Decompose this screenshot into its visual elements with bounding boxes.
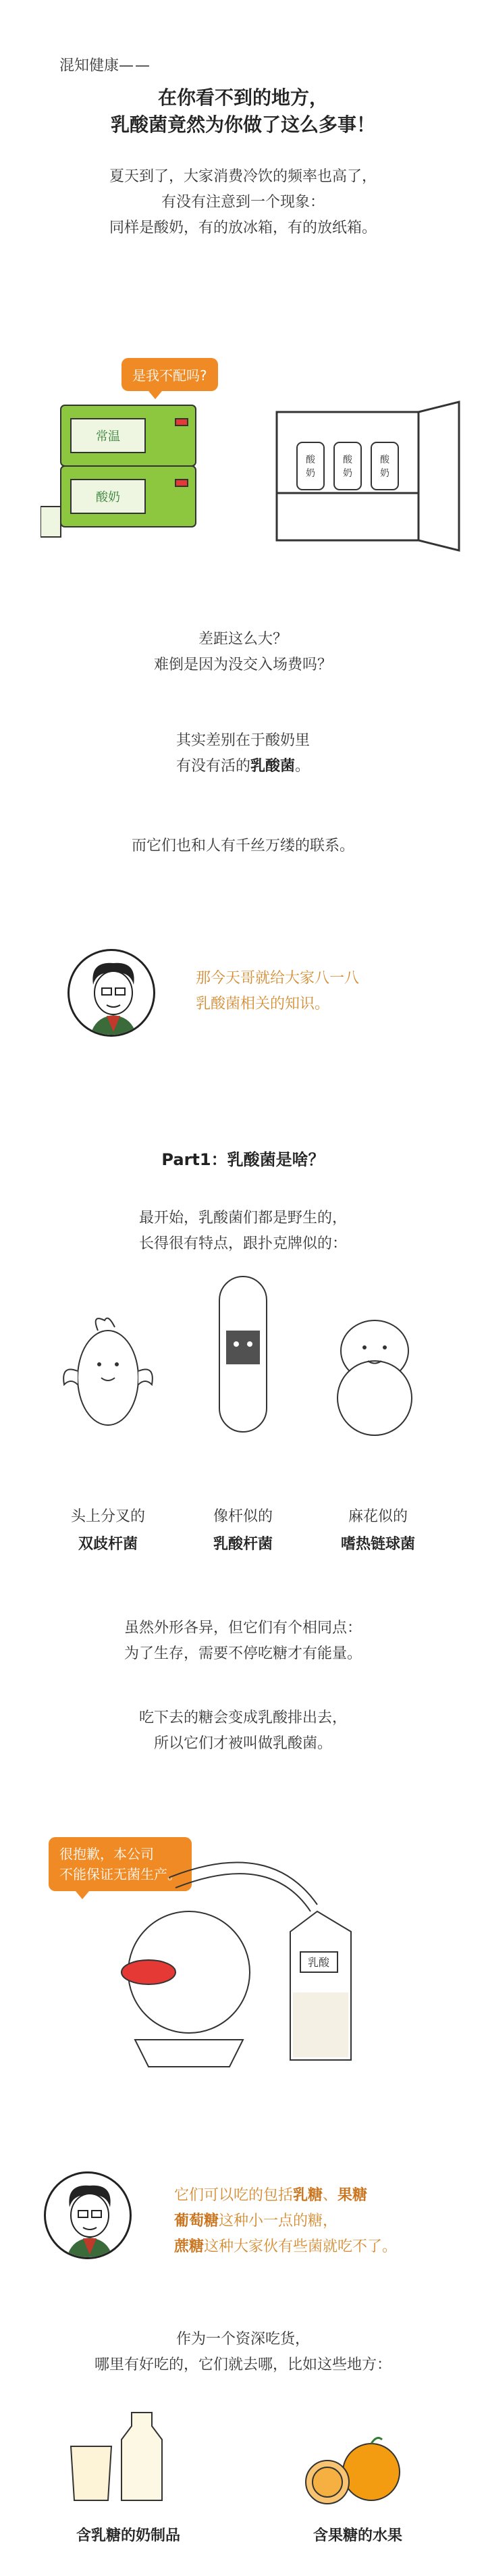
- apology-line-1: 很抱歉，本公司: [59, 1846, 154, 1862]
- host-portrait-icon: [70, 951, 155, 1037]
- bifidobacterium-illustration: [57, 1310, 159, 1445]
- part1-paragraph-3: [0, 1705, 486, 1757]
- foodie-paragraph: [0, 2327, 486, 2378]
- host2-line-1: [174, 2183, 397, 2209]
- streptococcus-illustration: [317, 1310, 432, 1445]
- host2-lactose: 乳糖: [293, 2187, 323, 2204]
- p1-line-2: 长得很有特点，跟扑克牌似的：: [138, 1235, 347, 1252]
- bacteria-desc: 像杆似的: [213, 1508, 273, 1525]
- intro-paragraph: [0, 164, 486, 241]
- host-avatar: [68, 949, 155, 1037]
- factory-scene-illustration: [68, 1837, 418, 2080]
- svg-text:奶: 奶: [343, 468, 352, 479]
- svg-text:奶: 奶: [380, 468, 389, 479]
- svg-text:酸: 酸: [343, 455, 352, 465]
- bacteria-desc: 头上分叉的: [70, 1508, 145, 1525]
- q2-line-2-post: 。: [295, 758, 310, 775]
- speech-bubble-text: 是我不配吗?: [132, 367, 207, 384]
- apology-line-2: 不能保证无菌生产。: [59, 1866, 181, 1882]
- host1-line-1: 那今天哥就给大家八一八: [196, 970, 360, 987]
- question-paragraph-1: [0, 627, 486, 678]
- host2-l1-pre: 它们可以吃的包括: [174, 2187, 294, 2204]
- q2-keyword: 乳酸菌: [250, 758, 295, 775]
- svg-text:酸: 酸: [306, 455, 315, 465]
- p1-line-1: 最开始，乳酸菌们都是野生的，: [138, 1210, 347, 1227]
- lactobacillus-illustration: [196, 1270, 290, 1445]
- host2-glucose: 葡萄糖: [174, 2213, 219, 2230]
- host-avatar-2: [44, 2171, 132, 2259]
- host-speech-1: [196, 966, 359, 1017]
- speech-bubble: [122, 358, 218, 391]
- host2-line-3: [174, 2234, 397, 2260]
- host-portrait-icon: [46, 2173, 132, 2259]
- intro-line-1: 夏天到了，大家消费冷饮的频率也高了，: [109, 168, 377, 185]
- svg-text:酸: 酸: [380, 455, 389, 465]
- p2-line-1: 虽然外形各异，但它们有个相同点：: [124, 1620, 362, 1637]
- bacteria-caption-2: [176, 1505, 310, 1553]
- brand-name: 混知健康: [59, 57, 119, 74]
- title-line-1: 在你看不到的地方，: [157, 86, 328, 109]
- p2-line-2: 为了生存，需要不停吃糖才有能量。: [124, 1645, 362, 1662]
- host2-l3-post: 这种大家伙有些菌就吃不了。: [204, 2238, 398, 2255]
- q3-line-1: 而它们也和人有千丝万缕的联系。: [131, 838, 354, 854]
- bacteria-name: 双歧杆菌: [78, 1536, 138, 1553]
- p3-line-1: 吃下去的糖会变成乳酸排出去，: [138, 1709, 347, 1726]
- dairy-products-illustration: [57, 2406, 192, 2507]
- q2-line-2-pre: 有没有活的: [176, 758, 250, 775]
- part1-paragraph-1: [0, 1206, 486, 1257]
- bacteria-caption-1: [40, 1505, 176, 1553]
- q1-line-2: 难倒是因为没交入场费吗？: [153, 656, 332, 673]
- bacteria-name: 嗜热链球菌: [340, 1536, 415, 1553]
- bacteria-caption-3: [310, 1505, 446, 1553]
- host1-line-2: 乳酸菌相关的知识。: [196, 996, 330, 1012]
- fruit-illustration: [297, 2431, 405, 2509]
- q2-line-1: 其实差别在于酸奶里: [176, 732, 310, 749]
- title-line-2: 乳酸菌竟然为你做了这么多事！: [110, 113, 375, 136]
- brand-header: 混知健康——: [59, 57, 152, 74]
- foodie-line-2: 哪里有好吃的，它们就去哪，比如这些地方：: [94, 2356, 392, 2373]
- q2-line-2: [0, 754, 486, 779]
- bacteria-name: 乳酸杆菌: [213, 1536, 273, 1553]
- room-temp-yogurt-boxes: [40, 398, 223, 547]
- part1-paragraph-2: [0, 1616, 486, 1667]
- question-paragraph-2: [0, 728, 486, 779]
- host2-sep: 、: [323, 2187, 338, 2204]
- host2-line-2: [174, 2209, 397, 2234]
- p3-line-2: 所以它们才被叫做乳酸菌。: [153, 1735, 332, 1752]
- refrigerator: [270, 398, 466, 561]
- svg-text:奶: 奶: [306, 468, 315, 479]
- question-paragraph-3: [0, 833, 486, 859]
- bacteria-desc: 麻花似的: [348, 1508, 408, 1525]
- q1-line-1: 差距这么大？: [198, 631, 288, 648]
- foodie-line-1: 作为一个资深吃货，: [176, 2331, 310, 2348]
- part1-heading: Part1：乳酸菌是啥？: [161, 1150, 325, 1169]
- host2-l2-post: 这种小一点的糖，: [219, 2213, 338, 2230]
- svg-text:乳酸: 乳酸: [307, 1956, 330, 1969]
- svg-text:酸奶: 酸奶: [96, 490, 120, 505]
- food-caption-2: 含果糖的水果: [313, 2527, 402, 2544]
- host2-fructose: 果糖: [338, 2187, 368, 2204]
- intro-line-3: 同样是酸奶，有的放冰箱，有的放纸箱。: [109, 220, 377, 236]
- food-caption-1: 含乳糖的奶制品: [76, 2527, 180, 2544]
- article-title: [0, 84, 486, 138]
- host2-sucrose: 蔗糖: [174, 2238, 205, 2255]
- svg-text:常温: 常温: [96, 430, 120, 444]
- intro-line-2: 有没有注意到一个现象：: [161, 194, 325, 211]
- host-speech-2: [174, 2183, 397, 2260]
